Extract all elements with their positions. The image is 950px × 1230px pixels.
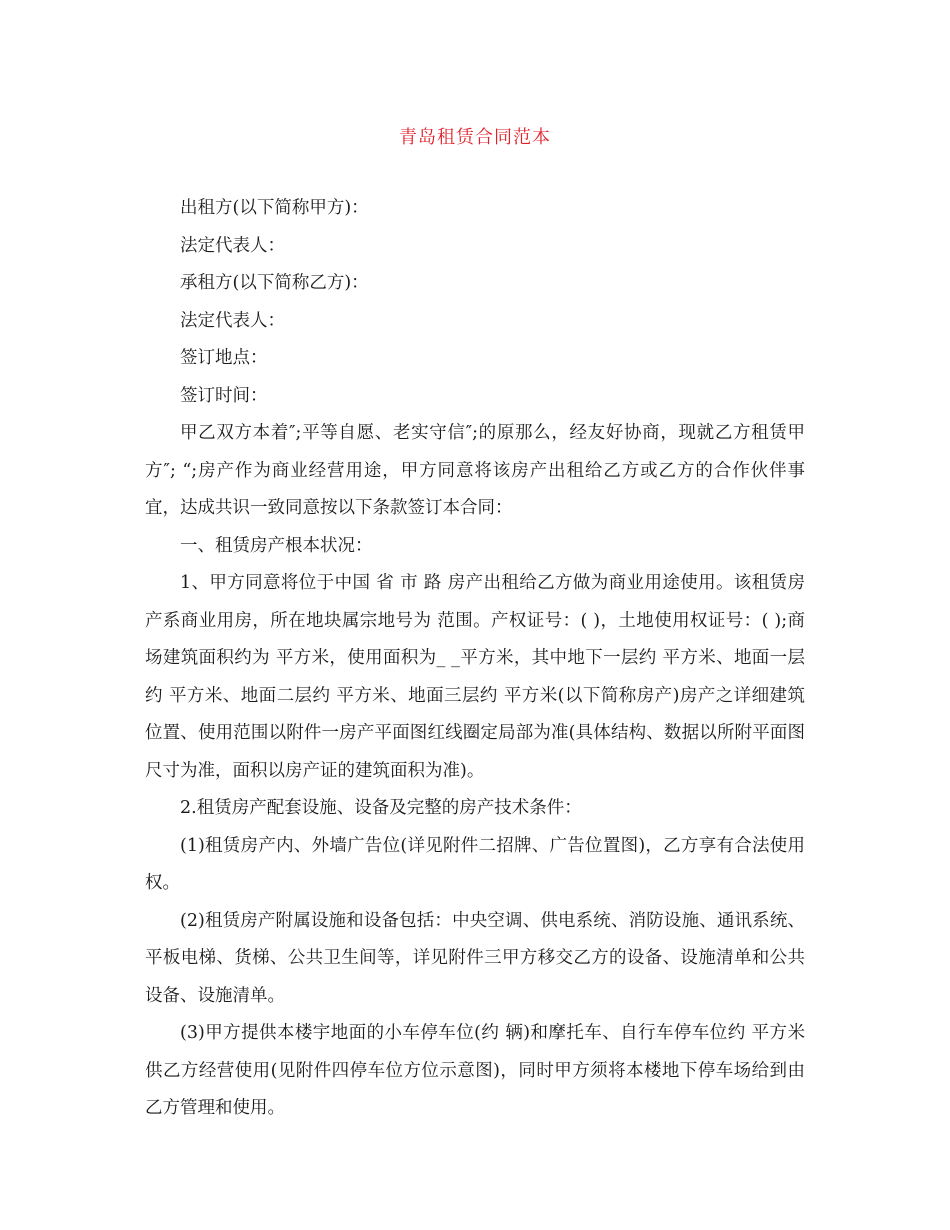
preamble-paragraph: 甲乙双方本着″;平等自愿、老实守信″;的原那么，经友好协商，现就乙方租赁甲方″; “;房产作为商业经营用途，甲方同意将该房产出租给乙方或乙方的合作伙伴事宜，达成共识一致同意按以下条款签订本合同： [145, 423, 805, 518]
clause-2-item-1: (1)租赁房产内、外墙广告位(详见附件二招牌、广告位置图)，乙方享有合法使用权。 [145, 835, 805, 893]
lessee-line: 承租方(以下简称乙方)： [180, 273, 369, 293]
section-heading-property-status: 一、租赁房产根本状况： [180, 535, 373, 556]
lessor-line: 出租方(以下简称甲方)： [180, 198, 369, 218]
signing-place-line: 签订地点： [180, 348, 268, 368]
document-title: 青岛租赁合同范本 [399, 127, 551, 148]
lessor-legal-rep-line: 法定代表人： [180, 235, 285, 256]
document-body [145, 190, 805, 1128]
clause-2-heading: 2.租赁房产配套设施、设备及完整的房产技术条件： [180, 798, 582, 818]
clause-2-item-3: (3)甲方提供本楼宇地面的小车停车位(约 辆)和摩托车、自行车停车位约 平方米供乙方经营使用(见附件四停车位方位示意图)，同时甲方须将本楼地下停车场给到由乙方管理和使用。 [145, 1023, 805, 1118]
clause-2-item-2: (2)租赁房产附属设施和设备包括：中央空调、供电系统、消防设施、通讯系统、平板电梯、货梯、公共卫生间等，详见附件三甲方移交乙方的设备、设施清单和公共设备、设施清单。 [145, 910, 805, 1006]
clause-1-paragraph: 1、甲方同意将位于中国 省 市 路 房产出租给乙方做为商业用途使用。该租赁房产系商业用房，所在地块属宗地号为 范围。产权证号：( )，土地使用权证号：( );商场建筑面积约为 平方米，使用面积为_ _平方米，其中地下一层约 平方米、地面一层约 平方米、地面二层约 平方米、地面三层约 平方米(以下简称房产)房产之详细建筑位置、使用范围以附件一房产平面图红线圈定局部为准(具体结构、数据以所附平面图尺寸为准，面积以房产证的建筑面积为准)。 [145, 573, 805, 781]
signing-time-line: 签订时间： [180, 385, 268, 406]
lessee-legal-rep-line: 法定代表人： [180, 310, 285, 331]
